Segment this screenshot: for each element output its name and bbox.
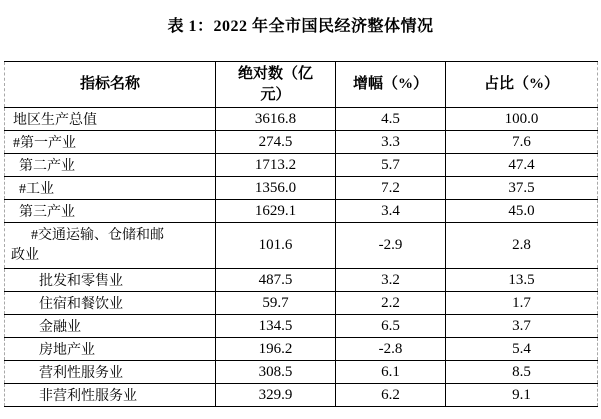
absolute-cell: 1713.2 — [216, 154, 336, 177]
col-header-growth: 增幅（%） — [336, 62, 446, 108]
table-title: 表 1：2022 年全市国民经济整体情况 — [167, 18, 434, 35]
growth-cell: -2.8 — [336, 338, 446, 361]
indicator-cell: 非营利性服务业 — [5, 384, 216, 407]
growth-cell: 2.2 — [336, 292, 446, 315]
growth-cell: 3.2 — [336, 269, 446, 292]
share-cell: 100.0 — [446, 108, 598, 131]
absolute-cell: 1629.1 — [216, 200, 336, 223]
table-row — [5, 177, 598, 200]
indicator-cell — [5, 223, 216, 269]
absolute-cell: 196.2 — [216, 338, 336, 361]
absolute-cell: 1356.0 — [216, 177, 336, 200]
header-row — [5, 62, 598, 108]
growth-cell: 6.2 — [336, 384, 446, 407]
indicator-cell: 营利性服务业 — [5, 361, 216, 384]
table-row — [5, 108, 598, 131]
table-row — [5, 315, 598, 338]
indicator-cell: 地区生产总值 — [5, 108, 216, 131]
col-header-absolute: 绝对数（亿元） — [216, 62, 336, 108]
absolute-cell: 487.5 — [216, 269, 336, 292]
share-cell: 45.0 — [446, 200, 598, 223]
growth-cell: 3.4 — [336, 200, 446, 223]
indicator-cell: 金融业 — [5, 315, 216, 338]
indicator-cell: #工业 — [5, 177, 216, 200]
absolute-cell: 59.7 — [216, 292, 336, 315]
growth-cell: 3.3 — [336, 131, 446, 154]
absolute-cell: 101.6 — [216, 223, 336, 269]
indicator-cell: 第二产业 — [5, 154, 216, 177]
growth-cell: 7.2 — [336, 177, 446, 200]
table-row — [5, 338, 598, 361]
growth-cell: 6.1 — [336, 361, 446, 384]
share-cell: 1.7 — [446, 292, 598, 315]
col-header-indicator: 指标名称 — [5, 62, 216, 108]
table-row — [5, 361, 598, 384]
share-cell: 7.6 — [446, 131, 598, 154]
table-row — [5, 269, 598, 292]
share-cell: 9.1 — [446, 384, 598, 407]
share-cell: 47.4 — [446, 154, 598, 177]
col-header-share: 占比（%） — [446, 62, 598, 108]
economy-table — [4, 61, 598, 407]
indicator-cell: 住宿和餐饮业 — [5, 292, 216, 315]
absolute-cell: 308.5 — [216, 361, 336, 384]
absolute-cell: 329.9 — [216, 384, 336, 407]
share-cell: 8.5 — [446, 361, 598, 384]
indicator-cell: 批发和零售业 — [5, 269, 216, 292]
table-row — [5, 200, 598, 223]
share-cell: 3.7 — [446, 315, 598, 338]
share-cell: 5.4 — [446, 338, 598, 361]
share-cell: 37.5 — [446, 177, 598, 200]
growth-cell: 6.5 — [336, 315, 446, 338]
indicator-cell: 第三产业 — [5, 200, 216, 223]
absolute-cell: 3616.8 — [216, 108, 336, 131]
absolute-cell: 274.5 — [216, 131, 336, 154]
share-cell: 13.5 — [446, 269, 598, 292]
growth-cell: -2.9 — [336, 223, 446, 269]
share-cell: 2.8 — [446, 223, 598, 269]
indicator-cell: 房地产业 — [5, 338, 216, 361]
indicator-text: #交通运输、仓储和邮政业 — [11, 227, 164, 263]
table-row — [5, 131, 598, 154]
absolute-cell: 134.5 — [216, 315, 336, 338]
growth-cell: 4.5 — [336, 108, 446, 131]
indicator-cell: #第一产业 — [5, 131, 216, 154]
table-row — [5, 223, 598, 269]
table-row — [5, 292, 598, 315]
table-row — [5, 154, 598, 177]
table-row — [5, 384, 598, 407]
growth-cell: 5.7 — [336, 154, 446, 177]
